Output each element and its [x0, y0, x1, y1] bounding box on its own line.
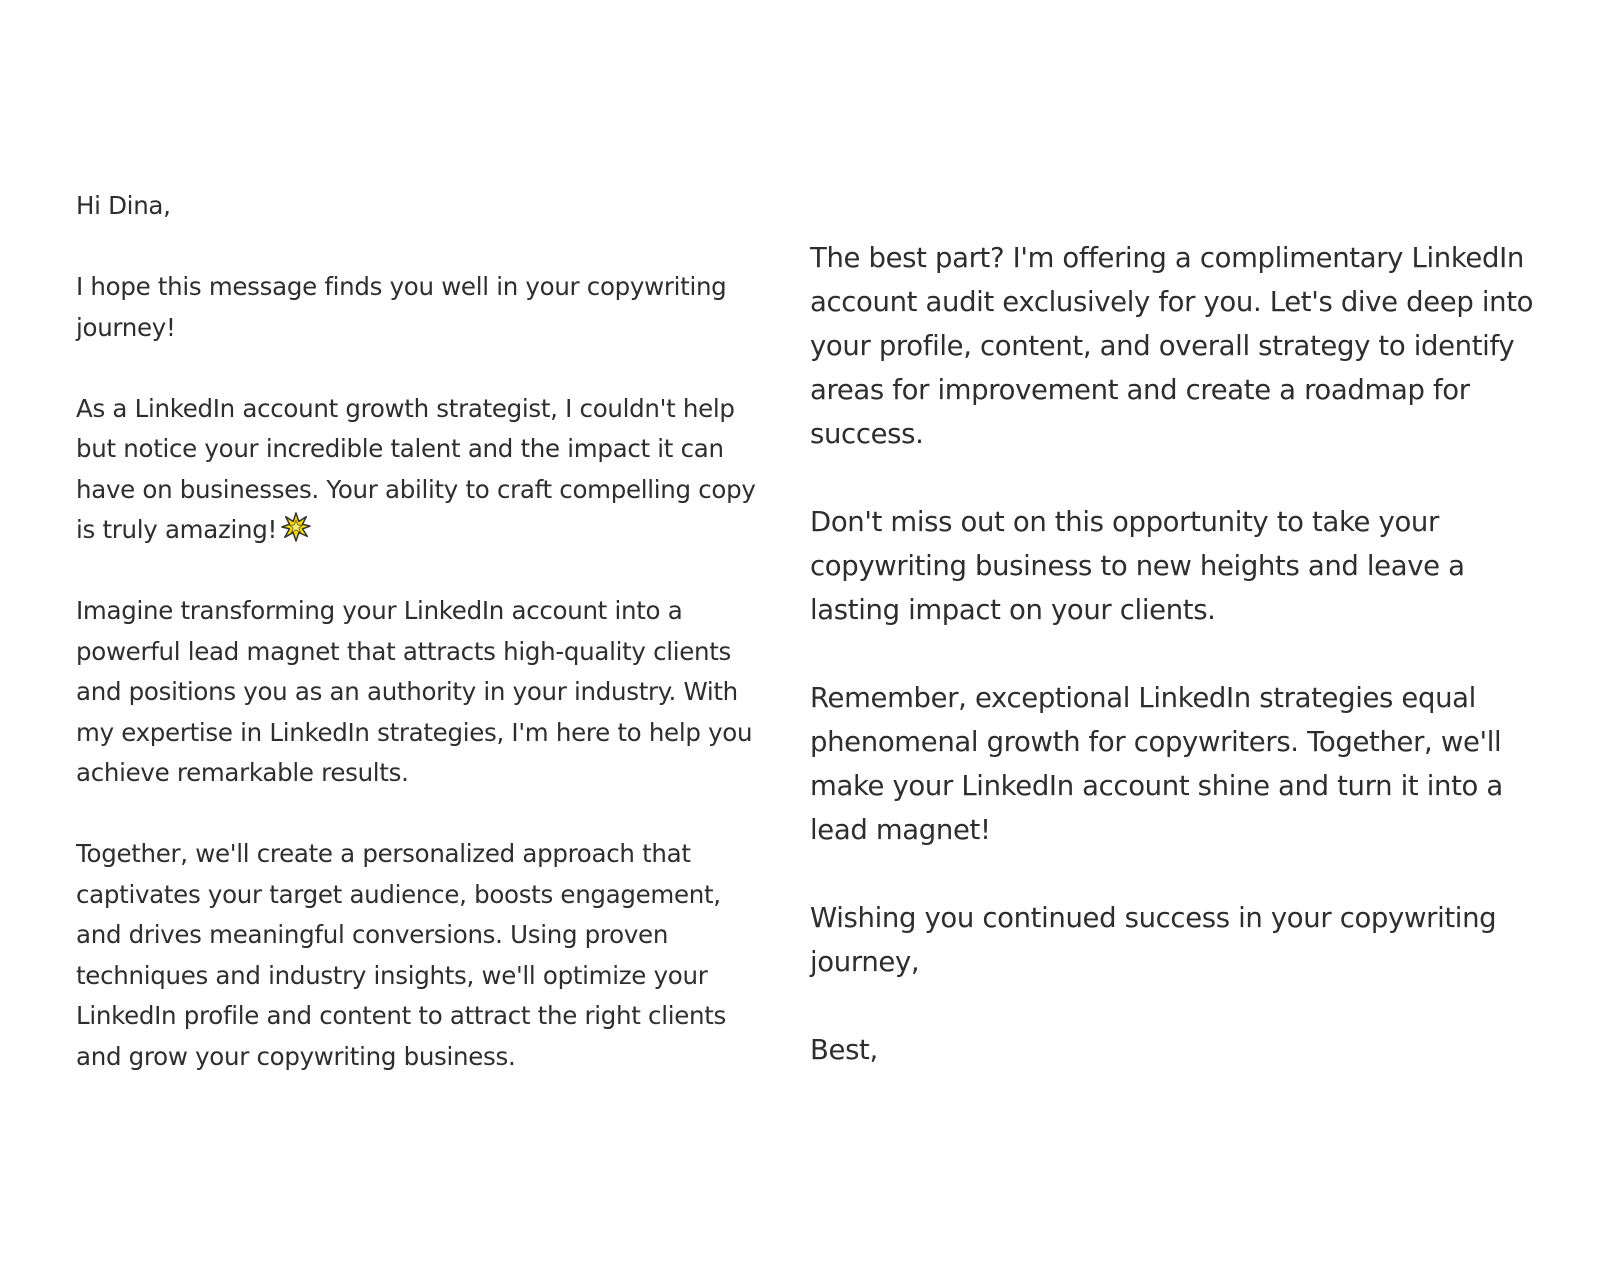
message-paragraph: Don't miss out on this opportunity to take your copywriting business to new heights and leave a lasting impact on your clients. — [810, 506, 1465, 626]
message-left-column — [76, 186, 756, 1077]
message-paragraph: Imagine transforming your LinkedIn account into a powerful lead magnet that attracts high-quality clients and positions you as an authority in your industry. With my expertise in LinkedIn strategies, I'm here to help you achieve remarkable results. — [76, 596, 753, 787]
message-paragraph: Together, we'll create a personalized approach that captivates your target audience, boosts engagement, and drives meaningful conversions. Using proven techniques and industry insights, we'll optimize your LinkedIn profile and content to attract the right clients and grow your copywriting business. — [76, 839, 726, 1071]
sign-off: Best, — [810, 1034, 878, 1066]
message-paragraph: The best part? I'm offering a complimentary LinkedIn account audit exclusively for you. Let's dive deep into your profile, content, and overall strategy to identify areas for improvement and create a roadmap for success. — [810, 242, 1534, 450]
message-paragraph-text: As a LinkedIn account growth strategist, I couldn't help but notice your incredible talent and the impact it can have on businesses. Your ability to craft compelling copy is truly amazing! — [76, 393, 756, 544]
message-paragraph-with-emoji — [76, 389, 756, 551]
message-paragraph: I hope this message finds you well in your copywriting journey! — [76, 272, 727, 342]
sparkle-star-icon — [281, 512, 311, 542]
closing-line: Wishing you continued success in your copywriting journey, — [810, 902, 1497, 978]
message-paragraph: Remember, exceptional LinkedIn strategies equal phenomenal growth for copywriters. Together, we'll make your LinkedIn account shine and turn it into a lead magnet! — [810, 682, 1503, 846]
greeting: Hi Dina, — [76, 191, 171, 220]
message-right-column — [810, 236, 1550, 1072]
